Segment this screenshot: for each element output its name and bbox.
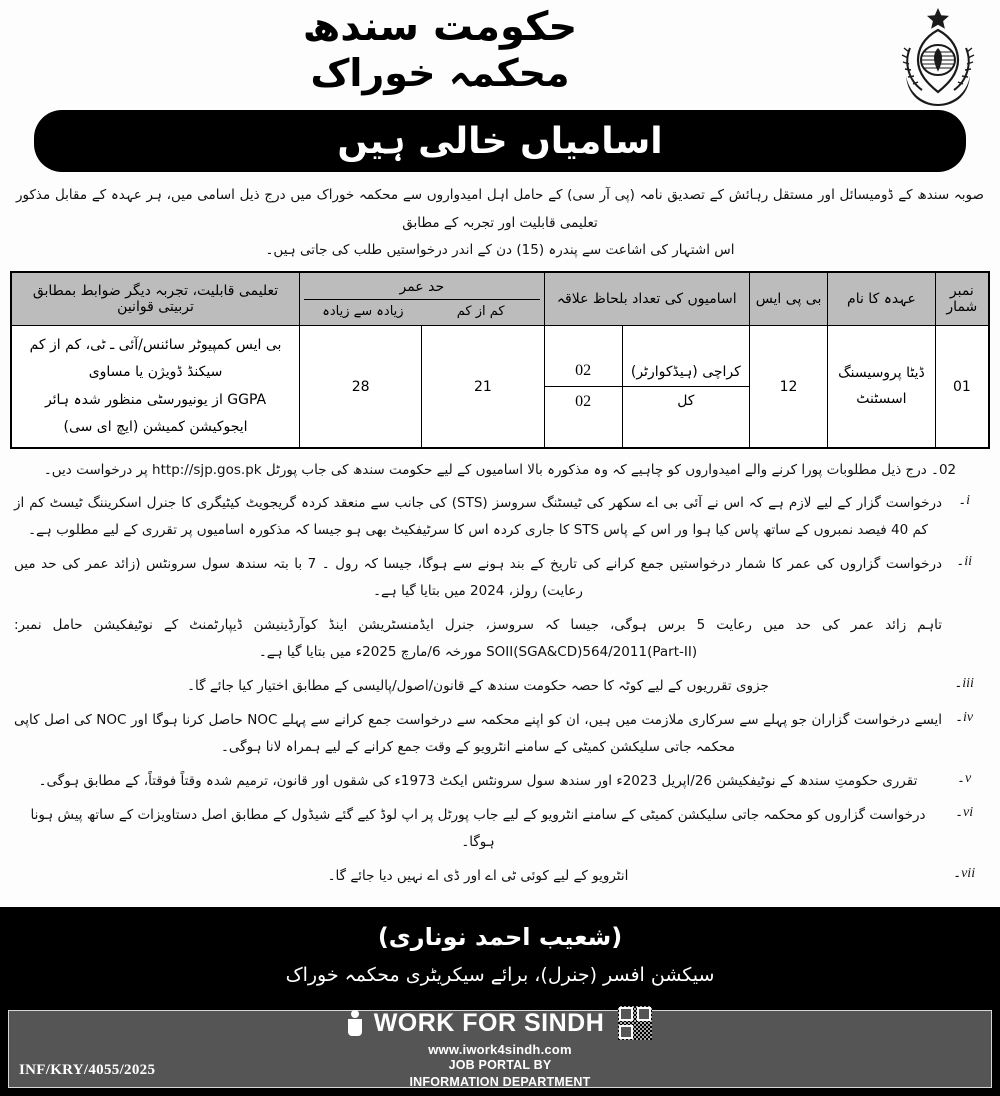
condition-item (14, 673, 986, 700)
table-header-row (11, 272, 989, 326)
header-post-name: عہدہ کا نام (828, 272, 936, 326)
cell-region-count: 02 (545, 356, 622, 387)
qualification-line-2: GGPA از یونیورسٹی منظور شدہ ہائر ایجوکیشن کمیشن (ایچ ای سی) (44, 391, 267, 435)
condition-item (14, 863, 986, 890)
condition-marker: vii۔ (952, 865, 976, 881)
svg-text:سندھ: سندھ (919, 94, 933, 104)
vacancy-table (10, 271, 990, 449)
conditions-lead: 02۔ درج ذیل مطلوبات پورا کرنے والے امیدواروں کو چاہیے کہ وہ مذکورہ بالا اسامیوں کے لیے حکومت سندھ کی جاب پورٹل http://sjp.gos.pk پر درخواست دیں۔ (43, 462, 957, 479)
cell-total-count: 02 (575, 393, 592, 411)
condition-item (14, 551, 986, 605)
brand-row (348, 1006, 653, 1040)
footer-portal-line-1: JOB PORTAL BY (448, 1058, 552, 1073)
condition-item (14, 707, 986, 761)
header-serial: نمبر شمار (935, 272, 989, 326)
condition-text: درخواست گزاروں کو محکمہ جاتی سلیکشن کمیٹی کے سامنے انٹرویو کے لیے جاب پورٹل پر اپ لوڈ کیے گئے شیڈول کے مطابق اصل دستاویزات کے ساتھ پیش ہونا ہوگا۔ (30, 806, 926, 850)
svg-text:حکومت: حکومت (943, 92, 961, 102)
header-age-max: زیادہ سے زیادہ (322, 304, 404, 320)
condition-text: درخواست گزاروں کی عمر کا شمار درخواستیں جمع کرانے کی تاریخ کے بند ہونے سے ہوگا، جیسا کہ رول ۔ 7 با بتہ سندھ سول سرونٹس (زائد عمر کی حد میں رعایت) رولز، 2024 میں بتایا گیا ہے۔ (14, 555, 942, 599)
footer-bar (8, 1010, 992, 1088)
condition-marker: v۔ (956, 770, 972, 786)
condition-item (14, 490, 986, 544)
footer-center (348, 1006, 653, 1091)
header-bps: بی پی ایس (749, 272, 827, 326)
signature-block (0, 907, 1000, 1005)
header-age-limit-label: حد عمر (304, 279, 540, 300)
condition-item-continued (14, 612, 986, 666)
condition-marker: i۔ (957, 492, 971, 508)
vacancy-banner-text: اسامیاں خالی ہیں (337, 120, 663, 162)
cell-serial: 01 (935, 326, 989, 449)
condition-marker: iv۔ (954, 709, 974, 725)
header-age-min: کم از کم (456, 304, 505, 320)
signatory-designation: سیکشن افسر (جنرل)، برائے سیکریٹری محکمہ خوراک (285, 963, 715, 986)
i-work-logo-icon (348, 1010, 364, 1036)
cell-qualification (11, 326, 300, 449)
intro-line-1: صوبہ سندھ کے ڈومیسائل اور مستقل رہائش کے تصدیق نامہ (پی آر سی) کے حامل اہل امیدواروں سے محکمہ خوراک میں درج ذیل اسامی میں، ہر عہدہ کے مقابل مذکور تعلیمی قابلیت اور تجربہ کے مطابق (16, 187, 984, 231)
qualification-line-1: بی ایس کمپیوٹر سائنس/آئی ـ ٹی، کم از کم سیکنڈ ڈویژن یا مساوی (29, 337, 282, 381)
brand-text: WORK FOR SINDH (373, 1008, 605, 1037)
vacancy-banner (34, 110, 966, 172)
sindh-government-emblem-icon (890, 4, 986, 108)
condition-text: جزوی تقرریوں کے لیے کوٹہ کا حصہ حکومت سندھ کے قانون/اصول/پالیسی کے مطابق اختیار کیا جائے گا۔ (187, 677, 769, 694)
table-row (11, 326, 989, 449)
cell-age-max: 28 (300, 326, 422, 449)
intro-line-2: اس اشتہار کی اشاعت سے پندرہ (15) دن کے اندر درخواستیں طلب کی جاتی ہیں۔ (265, 242, 735, 259)
cell-bps: 12 (749, 326, 827, 449)
condition-text: تقرری حکومتِ سندھ کے نوٹیفکیشن 26/اپریل 2023ء اور سندھ سول سرونٹس ایکٹ 1973ء کی شقوں اور قانون، ترمیم شدہ وقتاً فوقتاً، کے مطابق ہوگی۔ (38, 772, 918, 789)
condition-marker: iii۔ (954, 675, 974, 691)
condition-marker (942, 612, 986, 614)
cell-age-min: 21 (422, 326, 544, 449)
advertisement-header (0, 0, 1000, 112)
intro-paragraph (0, 172, 1000, 271)
qr-code-icon (618, 1006, 652, 1040)
condition-marker: ii۔ (956, 553, 972, 569)
vacancy-banner-wrapper (0, 110, 1000, 172)
government-title: حکومت سندھ (302, 4, 578, 50)
inf-number: INF/KRY/4055/2025 (19, 1061, 156, 1078)
header-titles (0, 4, 880, 96)
footer-portal-line-2: INFORMATION DEPARTMENT (409, 1075, 591, 1090)
cell-region-counts (544, 326, 622, 449)
condition-text: ایسے درخواست گزاران جو پہلے سے سرکاری ملازمت میں ہیں، ان کو اپنے محکمہ سے درخواست جمع کرانے سے پہلے NOC حاصل کرنا ہوگا اور NOC کی اصل کاپی محکمہ جاتی سلیکشن کمیٹی کے سامنے انٹرویو کے وقت جمع کرانے کے لیے ہمراہ لانا ہوگی۔ (14, 711, 942, 755)
cell-region-label: کراچی (ہیڈکوارٹر) (623, 358, 749, 387)
footer-outer (0, 1005, 1000, 1096)
condition-text: تاہم زائد عمر کی حد میں رعایت 5 برس ہوگی، جیسا کہ سروسز، جنرل ایڈمنسٹریشن اینڈ کوآرڈینیشن ڈیپارٹمنٹ کے نوٹیفکیشن حامل نمبر: SOII(SGA&CD)564/2011(Part-II) مورخہ 6/مارچ 2025ء میں بتایا گیا ہے۔ (14, 616, 943, 660)
footer-website: www.iwork4sindh.com (428, 1042, 572, 1058)
cell-post-name: ڈیٹا پروسیسنگ اسسٹنٹ (828, 326, 936, 449)
department-title: محکمہ خوراک (310, 51, 570, 95)
cell-total-label: کل (677, 393, 695, 410)
condition-marker: vi۔ (954, 804, 974, 820)
condition-item (14, 802, 986, 856)
condition-text: انٹرویو کے لیے کوئی ٹی اے اور ڈی اے نہیں دیا جائے گا۔ (327, 867, 629, 884)
header-age-limit (300, 272, 545, 326)
header-vacancies: اساميوں کی تعداد بلحاظ علاقہ (544, 272, 749, 326)
condition-text: درخواست گزار کے لیے لازم ہے کہ اس نے آئی بی اے سکھر کی ٹیسٹنگ سروسز (STS) کی جانب سے منعقد کردہ گریجویٹ کیٹیگری کا جنرل اسکریننگ ٹیسٹ کم از کم 40 فیصد نمبروں کے ساتھ پاس کیا ہوا ور اس کے پاس STS کا جاری کردہ اس کا سرٹیفکیٹ بھی ہو جیسا کہ مذکورہ اسامیوں پر تقرری کے لیے مطلوب ہے۔ (14, 494, 942, 538)
vacancy-table-wrapper (0, 271, 1000, 449)
condition-item (14, 768, 986, 795)
conditions-section (0, 449, 1000, 900)
header-qualification: تعلیمی قابلیت، تجربہ دیگر ضوابط بمطابق تربیتی قوانین (11, 272, 300, 326)
signatory-name: (شعیب احمد نوناری) (377, 922, 623, 951)
cell-region-labels (622, 326, 749, 449)
